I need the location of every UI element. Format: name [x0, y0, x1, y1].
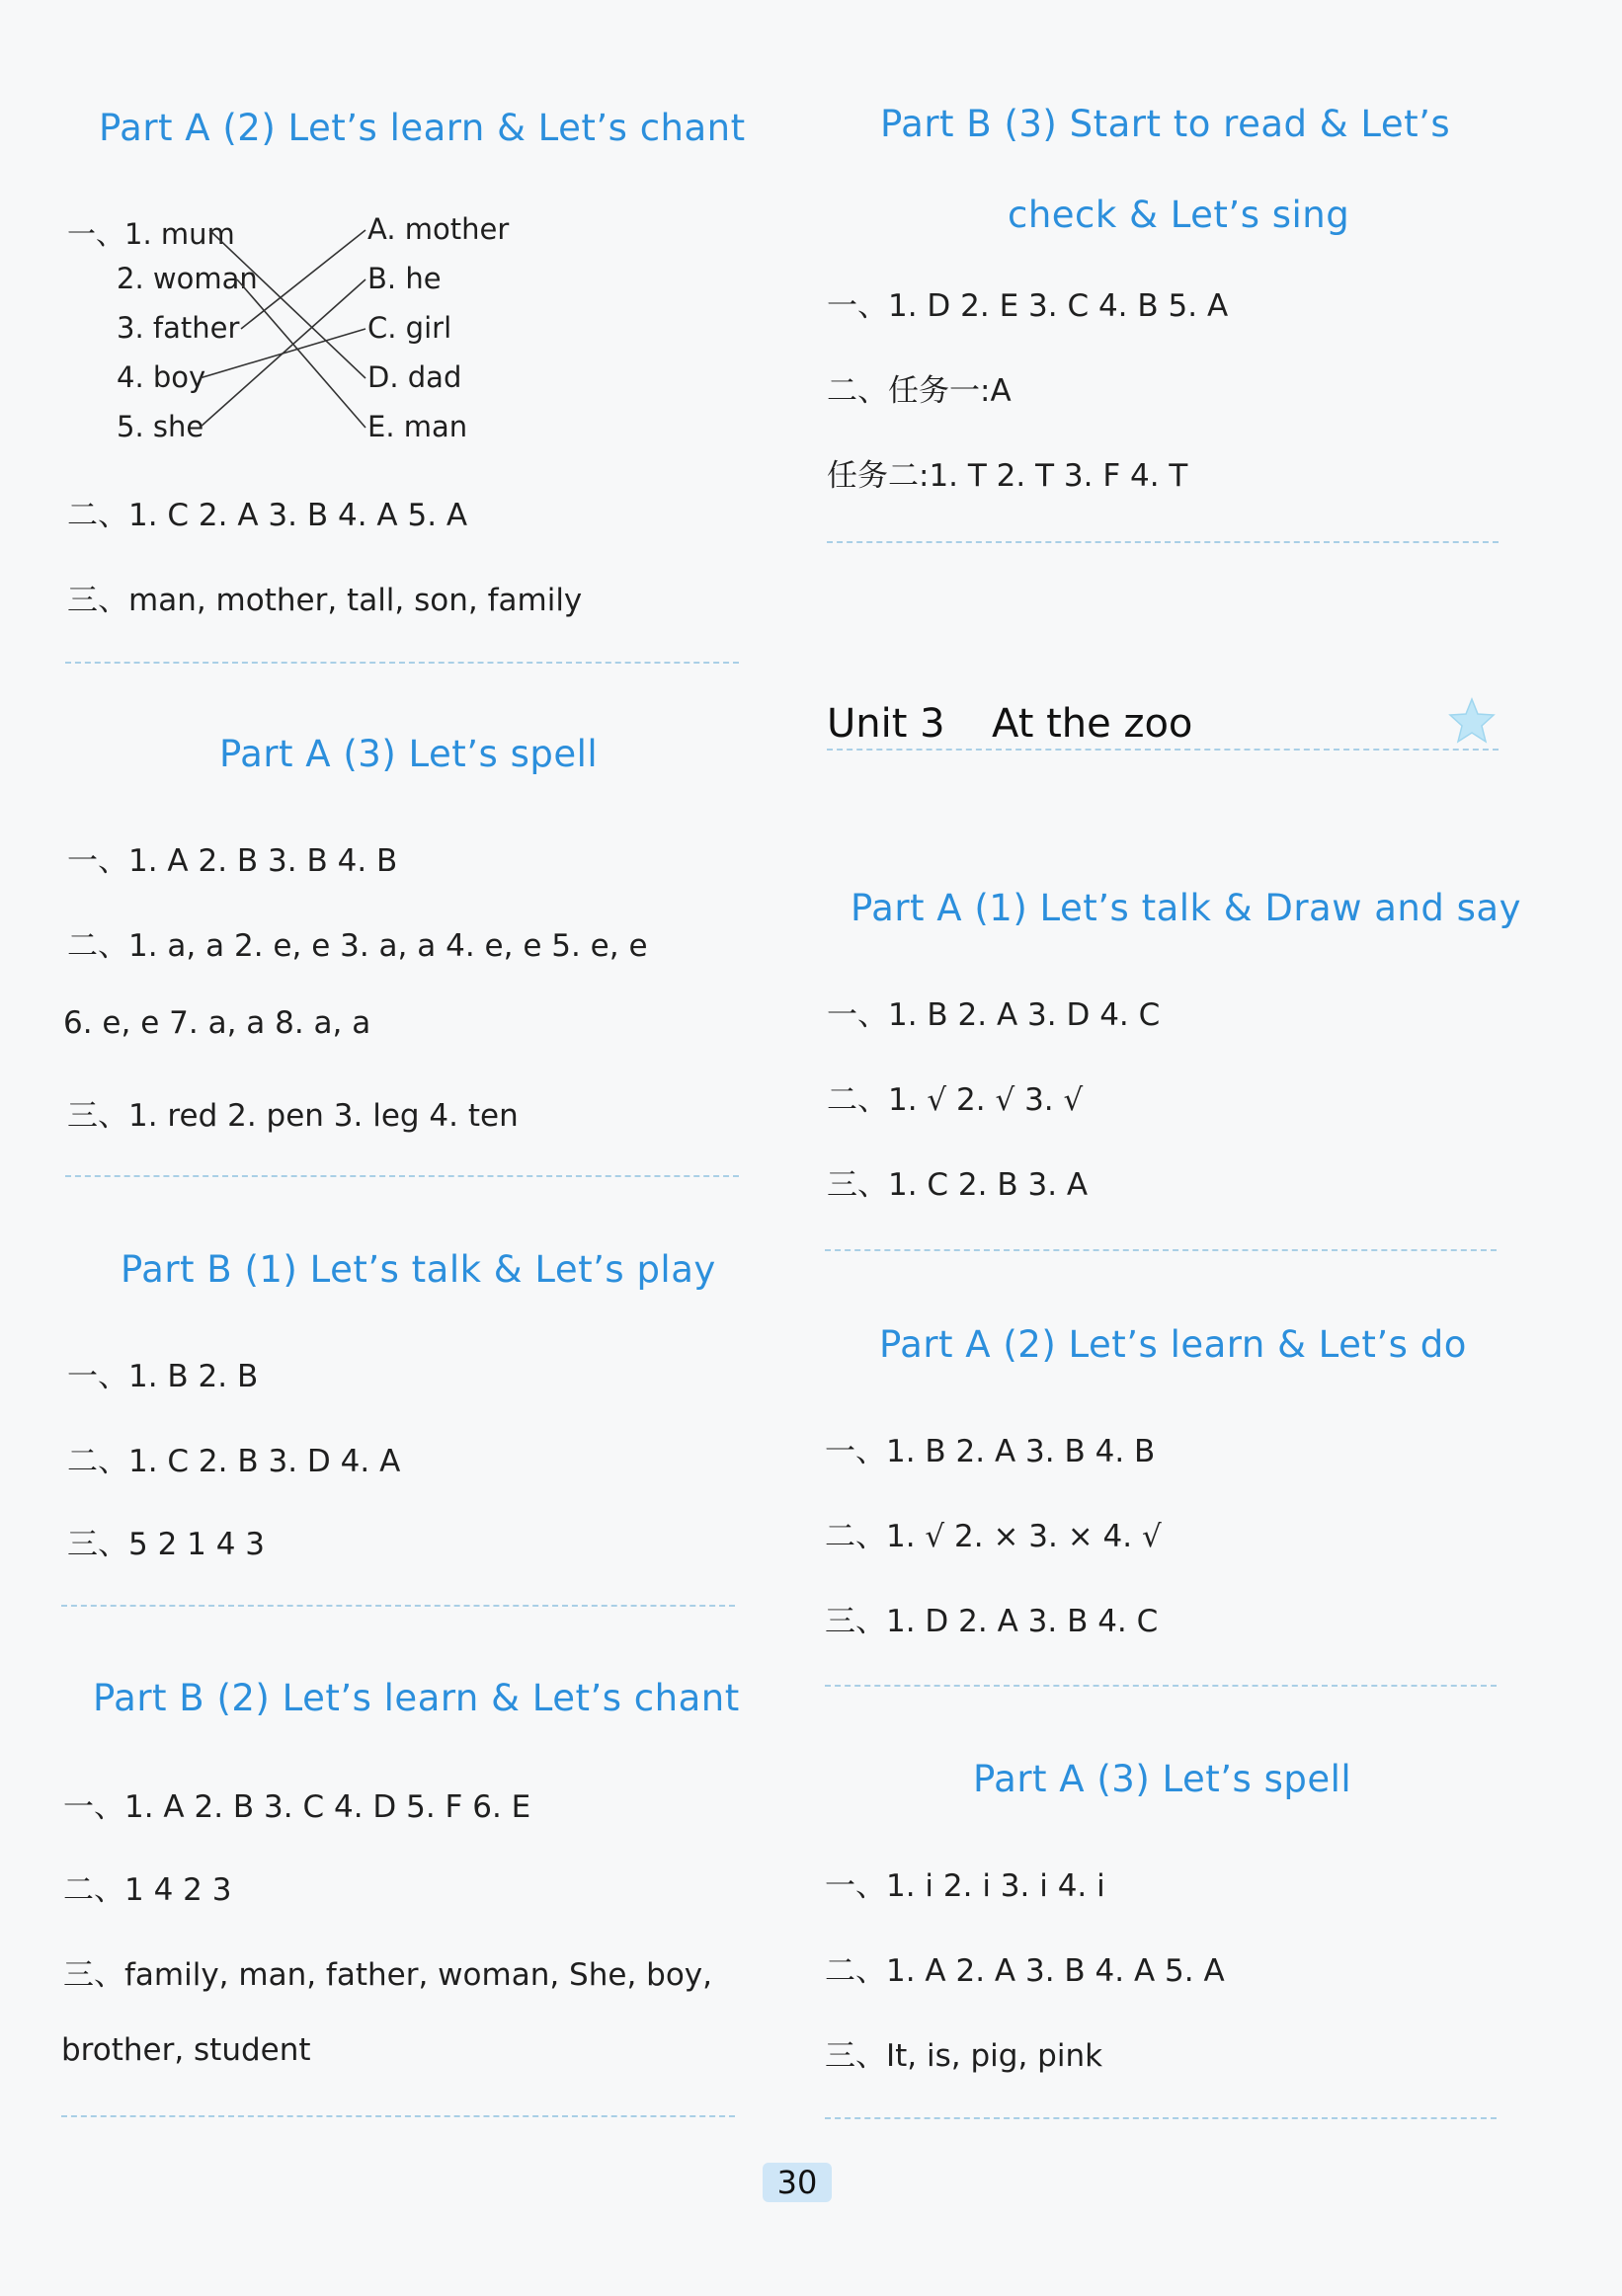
match-right-b: B. he: [367, 262, 442, 295]
section-title: Part A (1) Let’s talk & Draw and say: [851, 887, 1521, 929]
page-number: 30: [763, 2163, 832, 2202]
answer-line: 三、man, mother, tall, son, family: [67, 583, 583, 618]
match-left-3: 3. father: [117, 311, 240, 345]
answer-line: 三、1. C 2. B 3. A: [827, 1167, 1089, 1203]
section-title: Part A (3) Let’s spell: [219, 733, 599, 775]
answer-line: 任务二:1. T 2. T 3. F 4. T: [827, 458, 1188, 494]
match-left-2: 2. woman: [117, 262, 258, 295]
match-line-woman-man: [237, 279, 365, 428]
answer-line: 一、1. A 2. B 3. B 4. B: [67, 843, 398, 879]
answer-line: 二、1. C 2. B 3. D 4. A: [67, 1444, 401, 1479]
divider: [825, 1249, 1497, 1251]
answer-line: 二、1. √ 2. × 3. × 4. √: [825, 1519, 1162, 1554]
answer-line: 二、1 4 2 3: [63, 1872, 232, 1908]
divider: [61, 2115, 735, 2117]
answer-line: 二、1. A 2. A 3. B 4. A 5. A: [825, 1953, 1225, 1989]
divider: [827, 541, 1499, 543]
match-right-d: D. dad: [367, 360, 462, 394]
section-title: Part A (2) Let’s learn & Let’s do: [879, 1323, 1467, 1366]
answer-line: 三、It, is, pig, pink: [825, 2038, 1103, 2074]
section-title: Part A (2) Let’s learn & Let’s chant: [99, 107, 746, 149]
unit-name: At the zoo: [992, 701, 1193, 747]
match-line-father-mother: [241, 230, 365, 329]
answer-line: brother, student: [61, 2032, 311, 2068]
divider: [65, 1175, 739, 1177]
answer-line: 一、1. D 2. E 3. C 4. B 5. A: [827, 288, 1229, 324]
match-right-e: E. man: [367, 410, 468, 443]
answer-line: 三、family, man, father, woman, She, boy,: [63, 1957, 712, 1993]
answer-line: 一、1. B 2. B: [67, 1359, 259, 1394]
answer-line: 一、1. A 2. B 3. C 4. D 5. F 6. E: [63, 1789, 531, 1825]
section-title: Part B (3) Start to read & Let’s: [880, 103, 1451, 145]
answer-line: 三、1. D 2. A 3. B 4. C: [825, 1604, 1159, 1639]
answer-line: 三、5 2 1 4 3: [67, 1527, 266, 1562]
divider: [65, 662, 739, 664]
divider: [825, 1685, 1497, 1687]
star-icon: [1447, 697, 1497, 745]
answer-line: 一、1. i 2. i 3. i 4. i: [825, 1868, 1105, 1904]
matching-lines: [61, 0, 743, 454]
answer-line: 二、任务一:A: [827, 373, 1012, 409]
divider: [61, 1605, 735, 1607]
match-right-a: A. mother: [367, 212, 510, 246]
section-title-cont: check & Let’s sing: [1008, 194, 1350, 236]
match-line-mum-dad: [209, 230, 365, 378]
match-left-4: 4. boy: [117, 360, 206, 394]
unit-title: [827, 701, 1192, 747]
answer-line: 二、1. C 2. A 3. B 4. A 5. A: [67, 498, 468, 533]
match-left-5: 5. she: [117, 410, 204, 443]
match-left-1: 一、1. mum: [67, 217, 235, 251]
answer-line: 一、1. B 2. A 3. D 4. C: [827, 997, 1161, 1033]
unit-label: Unit 3: [827, 701, 945, 747]
section-title: Part B (2) Let’s learn & Let’s chant: [93, 1677, 740, 1719]
section-title: Part A (3) Let’s spell: [973, 1758, 1352, 1800]
answer-line: 三、1. red 2. pen 3. leg 4. ten: [67, 1098, 519, 1134]
match-right-c: C. girl: [367, 311, 452, 345]
section-title: Part B (1) Let’s talk & Let’s play: [121, 1248, 716, 1291]
answer-line: 二、1. a, a 2. e, e 3. a, a 4. e, e 5. e, e: [67, 928, 648, 964]
divider: [825, 2117, 1497, 2119]
divider: [827, 749, 1499, 751]
answer-line: 二、1. √ 2. √ 3. √: [827, 1082, 1084, 1118]
answer-line: 一、1. B 2. A 3. B 4. B: [825, 1434, 1156, 1469]
answer-line: 6. e, e 7. a, a 8. a, a: [63, 1005, 371, 1041]
